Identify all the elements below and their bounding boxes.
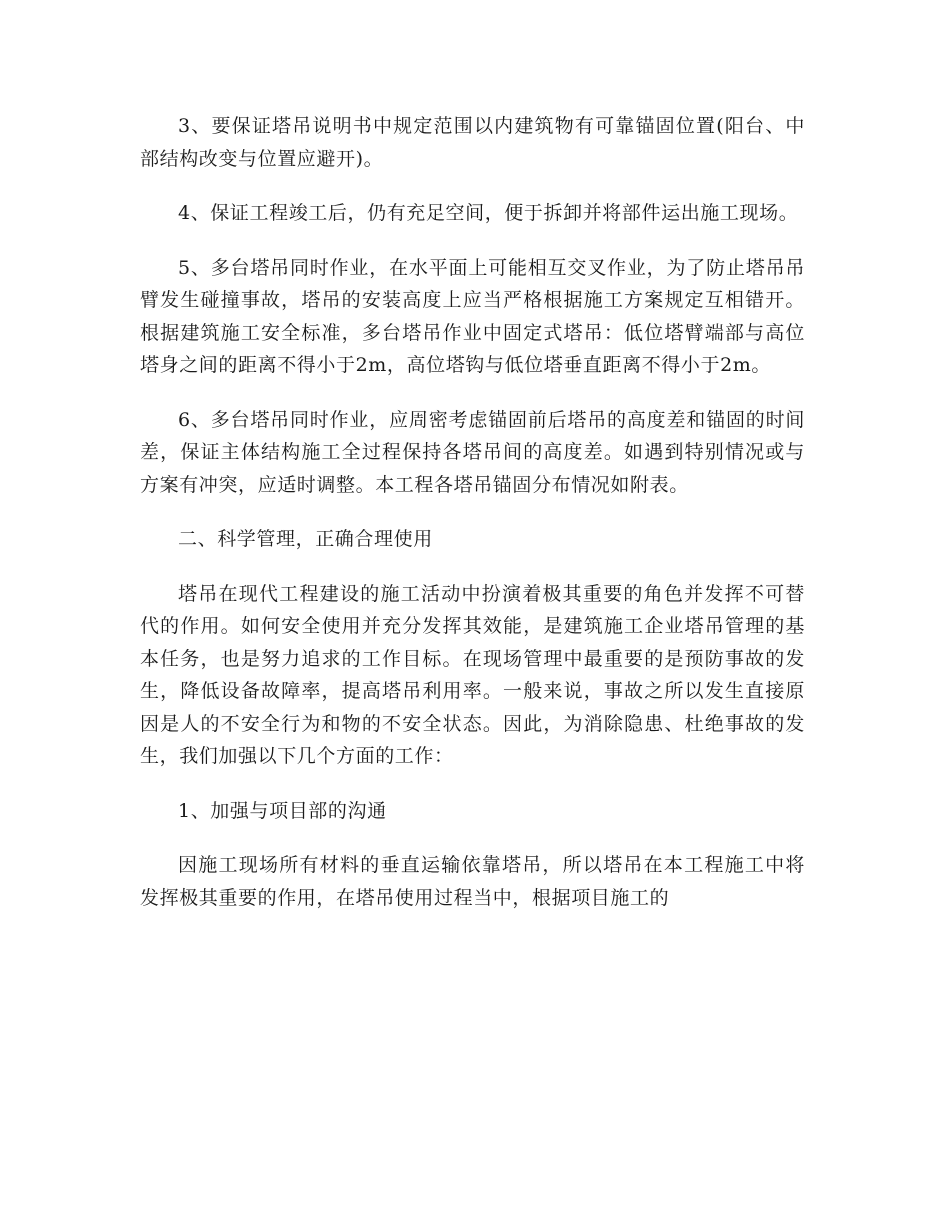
paragraph-item-5: 5、多台塔吊同时作业，在水平面上可能相互交叉作业，为了防止塔吊吊臂发生碰撞事故，塔吊的安装高度上应当严格根据施工方案规定互相错开。根据建筑施工安全标准，多台塔吊作业中固定式塔吊：低位塔臂端部与高位塔身之间的距离不得小于2m，高位塔钩与低位塔垂直距离不得小于2m。	[140, 256, 805, 376]
subsection-heading: 1、加强与项目部的沟通	[178, 799, 387, 822]
document-body	[140, 110, 805, 936]
section-heading: 二、科学管理，正确合理使用	[178, 528, 433, 550]
paragraph-item-4: 4、保证工程竣工后，仍有充足空间，便于拆卸并将部件运出施工现场。	[178, 202, 799, 224]
paragraph-intro: 塔吊在现代工程建设的施工活动中扮演着极其重要的角色并发挥不可替代的作用。如何安全使用并充分发挥其效能，是建筑施工企业塔吊管理的基本任务，也是努力追求的工作目标。在现场管理中最重要的是预防事故的发生，降低设备故障率，提高塔吊利用率。一般来说，事故之所以发生直接原因是人的不安全行为和物的不安全状态。因此，为消除隐患、杜绝事故的发生，我们加强以下几个方面的工作：	[140, 582, 805, 767]
paragraph-item-3: 3、要保证塔吊说明书中规定范围以内建筑物有可靠锚固位置(阳台、中部结构改变与位置应避开)。	[140, 115, 805, 170]
paragraph-continued: 因施工现场所有材料的垂直运输依靠塔吊，所以塔吊在本工程施工中将发挥极其重要的作用，在塔吊使用过程当中，根据项目施工的	[140, 854, 805, 909]
paragraph-item-6: 6、多台塔吊同时作业，应周密考虑锚固前后塔吊的高度差和锚固的时间差，保证主体结构施工全过程保持各塔吊间的高度差。如遇到特别情况或与方案有冲突，应适时调整。本工程各塔吊锚固分布情况如附表。	[140, 408, 805, 496]
